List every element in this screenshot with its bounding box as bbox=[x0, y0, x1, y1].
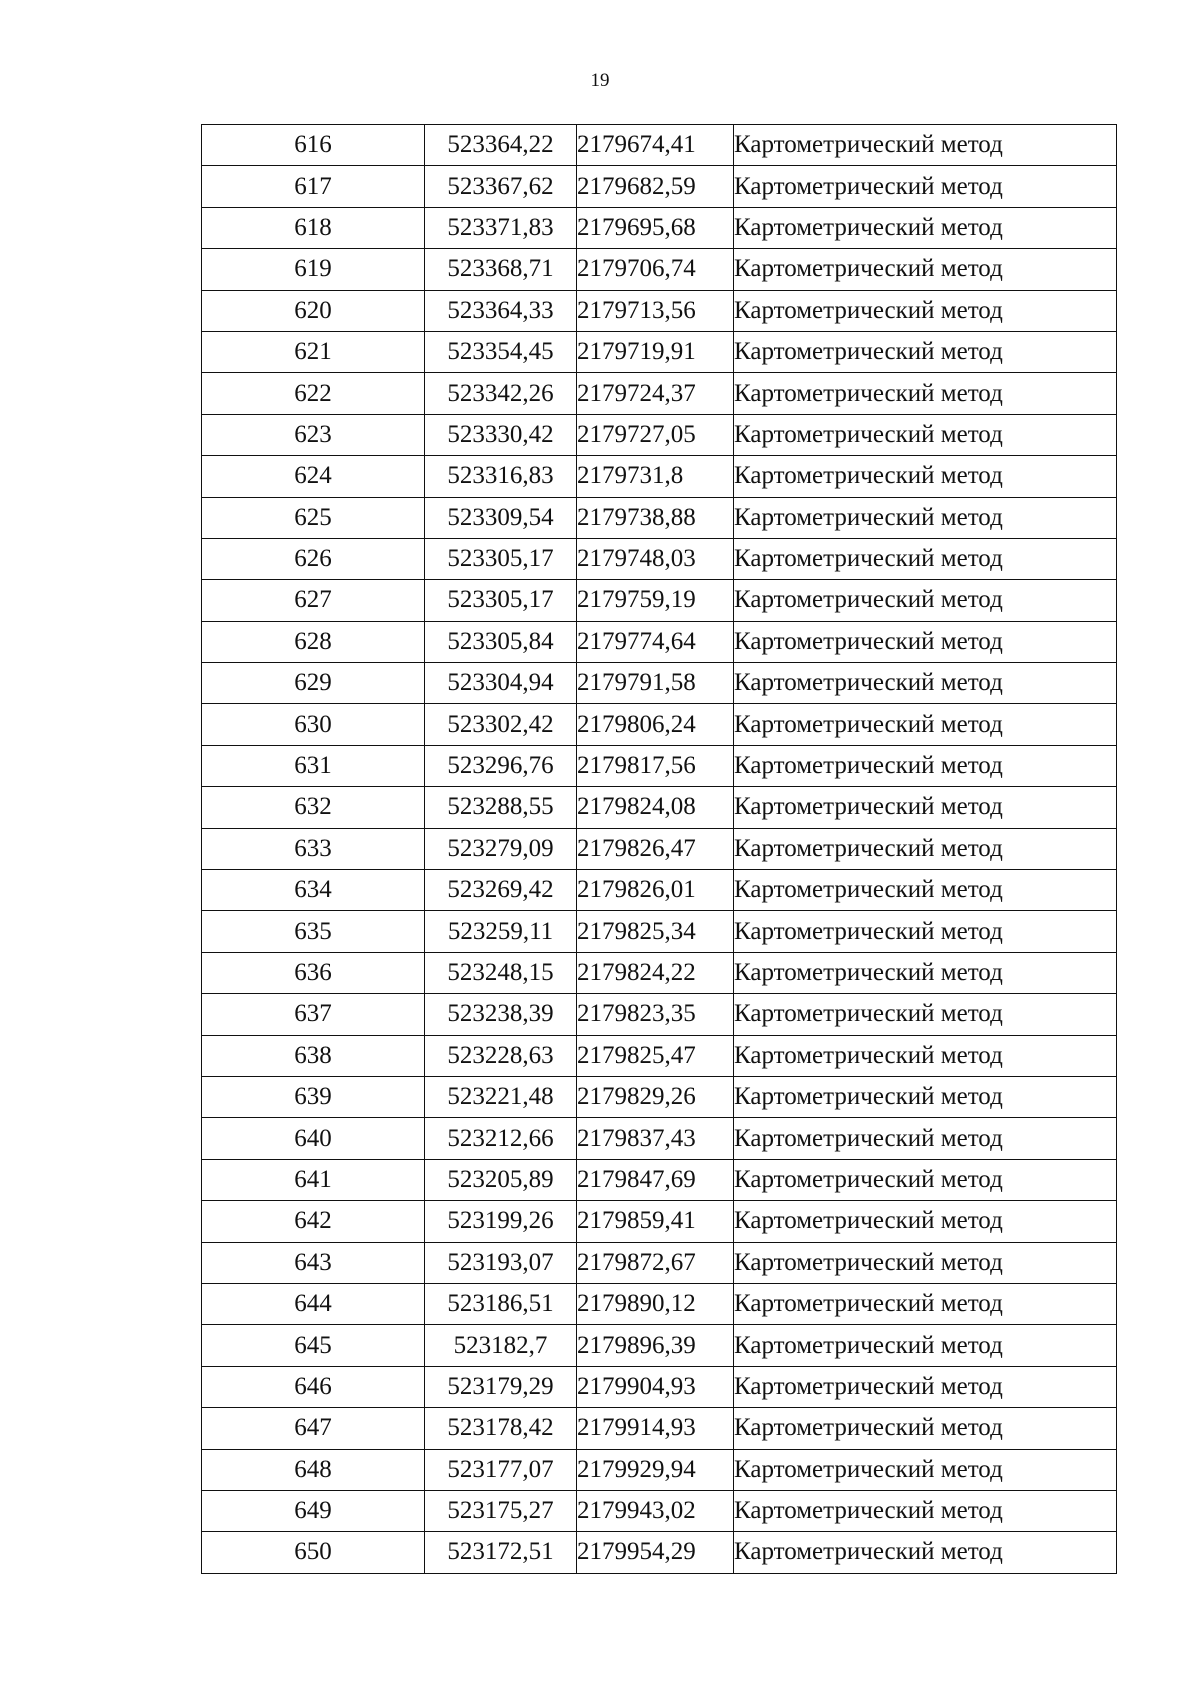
table-row bbox=[202, 497, 1117, 538]
table-row bbox=[202, 125, 1117, 166]
point-number-cell: 640 bbox=[202, 1118, 425, 1159]
point-number-cell: 620 bbox=[202, 290, 425, 331]
x-coordinate-cell: 523296,76 bbox=[425, 745, 577, 786]
point-number-cell: 617 bbox=[202, 166, 425, 207]
table-row bbox=[202, 1076, 1117, 1117]
table-row bbox=[202, 663, 1117, 704]
method-cell: Картометрический метод bbox=[734, 1532, 1117, 1573]
method-cell: Картометрический метод bbox=[734, 1201, 1117, 1242]
point-number-cell: 629 bbox=[202, 663, 425, 704]
y-coordinate-cell: 2179859,41 bbox=[577, 1201, 734, 1242]
y-coordinate-cell: 2179817,56 bbox=[577, 745, 734, 786]
point-number-cell: 642 bbox=[202, 1201, 425, 1242]
y-coordinate-cell: 2179774,64 bbox=[577, 621, 734, 662]
method-cell: Картометрический метод bbox=[734, 290, 1117, 331]
method-cell: Картометрический метод bbox=[734, 1076, 1117, 1117]
y-coordinate-cell: 2179829,26 bbox=[577, 1076, 734, 1117]
table-row bbox=[202, 414, 1117, 455]
method-cell: Картометрический метод bbox=[734, 911, 1117, 952]
x-coordinate-cell: 523228,63 bbox=[425, 1035, 577, 1076]
y-coordinate-cell: 2179806,24 bbox=[577, 704, 734, 745]
method-cell: Картометрический метод bbox=[734, 456, 1117, 497]
x-coordinate-cell: 523305,17 bbox=[425, 580, 577, 621]
point-number-cell: 633 bbox=[202, 828, 425, 869]
y-coordinate-cell: 2179731,8 bbox=[577, 456, 734, 497]
method-cell: Картометрический метод bbox=[734, 1490, 1117, 1531]
method-cell: Картометрический метод bbox=[734, 538, 1117, 579]
table-row bbox=[202, 952, 1117, 993]
point-number-cell: 628 bbox=[202, 621, 425, 662]
y-coordinate-cell: 2179825,34 bbox=[577, 911, 734, 952]
y-coordinate-cell: 2179954,29 bbox=[577, 1532, 734, 1573]
table-row bbox=[202, 456, 1117, 497]
method-cell: Картометрический метод bbox=[734, 1408, 1117, 1449]
point-number-cell: 636 bbox=[202, 952, 425, 993]
point-number-cell: 618 bbox=[202, 207, 425, 248]
method-cell: Картометрический метод bbox=[734, 207, 1117, 248]
table-row bbox=[202, 1159, 1117, 1200]
point-number-cell: 649 bbox=[202, 1490, 425, 1531]
x-coordinate-cell: 523342,26 bbox=[425, 373, 577, 414]
x-coordinate-cell: 523354,45 bbox=[425, 331, 577, 372]
x-coordinate-cell: 523368,71 bbox=[425, 249, 577, 290]
x-coordinate-cell: 523316,83 bbox=[425, 456, 577, 497]
coordinates-table bbox=[201, 124, 1117, 1574]
method-cell: Картометрический метод bbox=[734, 1283, 1117, 1324]
table-row bbox=[202, 745, 1117, 786]
coordinates-table-body bbox=[202, 125, 1117, 1574]
method-cell: Картометрический метод bbox=[734, 1325, 1117, 1366]
y-coordinate-cell: 2179748,03 bbox=[577, 538, 734, 579]
point-number-cell: 616 bbox=[202, 125, 425, 166]
y-coordinate-cell: 2179824,08 bbox=[577, 787, 734, 828]
x-coordinate-cell: 523330,42 bbox=[425, 414, 577, 455]
y-coordinate-cell: 2179904,93 bbox=[577, 1366, 734, 1407]
x-coordinate-cell: 523367,62 bbox=[425, 166, 577, 207]
method-cell: Картометрический метод bbox=[734, 1449, 1117, 1490]
page-number: 19 bbox=[590, 70, 610, 91]
x-coordinate-cell: 523364,33 bbox=[425, 290, 577, 331]
point-number-cell: 643 bbox=[202, 1242, 425, 1283]
table-row bbox=[202, 704, 1117, 745]
y-coordinate-cell: 2179914,93 bbox=[577, 1408, 734, 1449]
table-row bbox=[202, 373, 1117, 414]
x-coordinate-cell: 523193,07 bbox=[425, 1242, 577, 1283]
point-number-cell: 623 bbox=[202, 414, 425, 455]
point-number-cell: 627 bbox=[202, 580, 425, 621]
method-cell: Картометрический метод bbox=[734, 497, 1117, 538]
method-cell: Картометрический метод bbox=[734, 663, 1117, 704]
table-row bbox=[202, 1242, 1117, 1283]
point-number-cell: 648 bbox=[202, 1449, 425, 1490]
method-cell: Картометрический метод bbox=[734, 828, 1117, 869]
y-coordinate-cell: 2179682,59 bbox=[577, 166, 734, 207]
table-row bbox=[202, 1408, 1117, 1449]
method-cell: Картометрический метод bbox=[734, 1366, 1117, 1407]
method-cell: Картометрический метод bbox=[734, 414, 1117, 455]
point-number-cell: 631 bbox=[202, 745, 425, 786]
method-cell: Картометрический метод bbox=[734, 331, 1117, 372]
x-coordinate-cell: 523304,94 bbox=[425, 663, 577, 704]
table-row bbox=[202, 621, 1117, 662]
table-row bbox=[202, 1532, 1117, 1573]
x-coordinate-cell: 523186,51 bbox=[425, 1283, 577, 1324]
method-cell: Картометрический метод bbox=[734, 249, 1117, 290]
table-row bbox=[202, 1035, 1117, 1076]
table-row bbox=[202, 207, 1117, 248]
table-row bbox=[202, 249, 1117, 290]
method-cell: Картометрический метод bbox=[734, 580, 1117, 621]
table-row bbox=[202, 1490, 1117, 1531]
point-number-cell: 639 bbox=[202, 1076, 425, 1117]
x-coordinate-cell: 523178,42 bbox=[425, 1408, 577, 1449]
y-coordinate-cell: 2179837,43 bbox=[577, 1118, 734, 1159]
y-coordinate-cell: 2179826,01 bbox=[577, 870, 734, 911]
point-number-cell: 641 bbox=[202, 1159, 425, 1200]
point-number-cell: 622 bbox=[202, 373, 425, 414]
x-coordinate-cell: 523305,17 bbox=[425, 538, 577, 579]
x-coordinate-cell: 523302,42 bbox=[425, 704, 577, 745]
x-coordinate-cell: 523269,42 bbox=[425, 870, 577, 911]
method-cell: Картометрический метод bbox=[734, 745, 1117, 786]
table-row bbox=[202, 538, 1117, 579]
y-coordinate-cell: 2179695,68 bbox=[577, 207, 734, 248]
x-coordinate-cell: 523309,54 bbox=[425, 497, 577, 538]
table-row bbox=[202, 580, 1117, 621]
point-number-cell: 646 bbox=[202, 1366, 425, 1407]
point-number-cell: 644 bbox=[202, 1283, 425, 1324]
point-number-cell: 650 bbox=[202, 1532, 425, 1573]
table-row bbox=[202, 870, 1117, 911]
y-coordinate-cell: 2179738,88 bbox=[577, 497, 734, 538]
method-cell: Картометрический метод bbox=[734, 1159, 1117, 1200]
table-row bbox=[202, 1366, 1117, 1407]
method-cell: Картометрический метод bbox=[734, 1118, 1117, 1159]
point-number-cell: 626 bbox=[202, 538, 425, 579]
method-cell: Картометрический метод bbox=[734, 1242, 1117, 1283]
point-number-cell: 632 bbox=[202, 787, 425, 828]
method-cell: Картометрический метод bbox=[734, 994, 1117, 1035]
table-row bbox=[202, 911, 1117, 952]
table-row bbox=[202, 828, 1117, 869]
table-row bbox=[202, 331, 1117, 372]
y-coordinate-cell: 2179847,69 bbox=[577, 1159, 734, 1200]
table-row bbox=[202, 994, 1117, 1035]
y-coordinate-cell: 2179791,58 bbox=[577, 663, 734, 704]
x-coordinate-cell: 523238,39 bbox=[425, 994, 577, 1035]
y-coordinate-cell: 2179825,47 bbox=[577, 1035, 734, 1076]
method-cell: Картометрический метод bbox=[734, 952, 1117, 993]
point-number-cell: 619 bbox=[202, 249, 425, 290]
method-cell: Картометрический метод bbox=[734, 373, 1117, 414]
y-coordinate-cell: 2179826,47 bbox=[577, 828, 734, 869]
table-row bbox=[202, 787, 1117, 828]
x-coordinate-cell: 523371,83 bbox=[425, 207, 577, 248]
table-row bbox=[202, 166, 1117, 207]
method-cell: Картометрический метод bbox=[734, 704, 1117, 745]
x-coordinate-cell: 523305,84 bbox=[425, 621, 577, 662]
y-coordinate-cell: 2179724,37 bbox=[577, 373, 734, 414]
point-number-cell: 621 bbox=[202, 331, 425, 372]
point-number-cell: 637 bbox=[202, 994, 425, 1035]
x-coordinate-cell: 523199,26 bbox=[425, 1201, 577, 1242]
y-coordinate-cell: 2179706,74 bbox=[577, 249, 734, 290]
x-coordinate-cell: 523364,22 bbox=[425, 125, 577, 166]
x-coordinate-cell: 523175,27 bbox=[425, 1490, 577, 1531]
point-number-cell: 645 bbox=[202, 1325, 425, 1366]
y-coordinate-cell: 2179759,19 bbox=[577, 580, 734, 621]
table-row bbox=[202, 290, 1117, 331]
x-coordinate-cell: 523172,51 bbox=[425, 1532, 577, 1573]
table-row bbox=[202, 1283, 1117, 1324]
x-coordinate-cell: 523177,07 bbox=[425, 1449, 577, 1490]
y-coordinate-cell: 2179890,12 bbox=[577, 1283, 734, 1324]
y-coordinate-cell: 2179727,05 bbox=[577, 414, 734, 455]
x-coordinate-cell: 523259,11 bbox=[425, 911, 577, 952]
method-cell: Картометрический метод bbox=[734, 787, 1117, 828]
point-number-cell: 624 bbox=[202, 456, 425, 497]
method-cell: Картометрический метод bbox=[734, 870, 1117, 911]
y-coordinate-cell: 2179943,02 bbox=[577, 1490, 734, 1531]
x-coordinate-cell: 523248,15 bbox=[425, 952, 577, 993]
method-cell: Картометрический метод bbox=[734, 1035, 1117, 1076]
x-coordinate-cell: 523221,48 bbox=[425, 1076, 577, 1117]
y-coordinate-cell: 2179823,35 bbox=[577, 994, 734, 1035]
table-row bbox=[202, 1325, 1117, 1366]
x-coordinate-cell: 523179,29 bbox=[425, 1366, 577, 1407]
table-row bbox=[202, 1449, 1117, 1490]
method-cell: Картометрический метод bbox=[734, 125, 1117, 166]
y-coordinate-cell: 2179896,39 bbox=[577, 1325, 734, 1366]
y-coordinate-cell: 2179674,41 bbox=[577, 125, 734, 166]
point-number-cell: 630 bbox=[202, 704, 425, 745]
x-coordinate-cell: 523212,66 bbox=[425, 1118, 577, 1159]
point-number-cell: 638 bbox=[202, 1035, 425, 1076]
y-coordinate-cell: 2179929,94 bbox=[577, 1449, 734, 1490]
x-coordinate-cell: 523288,55 bbox=[425, 787, 577, 828]
table-row bbox=[202, 1201, 1117, 1242]
x-coordinate-cell: 523182,7 bbox=[425, 1325, 577, 1366]
point-number-cell: 647 bbox=[202, 1408, 425, 1449]
x-coordinate-cell: 523279,09 bbox=[425, 828, 577, 869]
point-number-cell: 635 bbox=[202, 911, 425, 952]
point-number-cell: 625 bbox=[202, 497, 425, 538]
table-row bbox=[202, 1118, 1117, 1159]
x-coordinate-cell: 523205,89 bbox=[425, 1159, 577, 1200]
y-coordinate-cell: 2179719,91 bbox=[577, 331, 734, 372]
y-coordinate-cell: 2179824,22 bbox=[577, 952, 734, 993]
point-number-cell: 634 bbox=[202, 870, 425, 911]
y-coordinate-cell: 2179872,67 bbox=[577, 1242, 734, 1283]
y-coordinate-cell: 2179713,56 bbox=[577, 290, 734, 331]
method-cell: Картометрический метод bbox=[734, 166, 1117, 207]
method-cell: Картометрический метод bbox=[734, 621, 1117, 662]
